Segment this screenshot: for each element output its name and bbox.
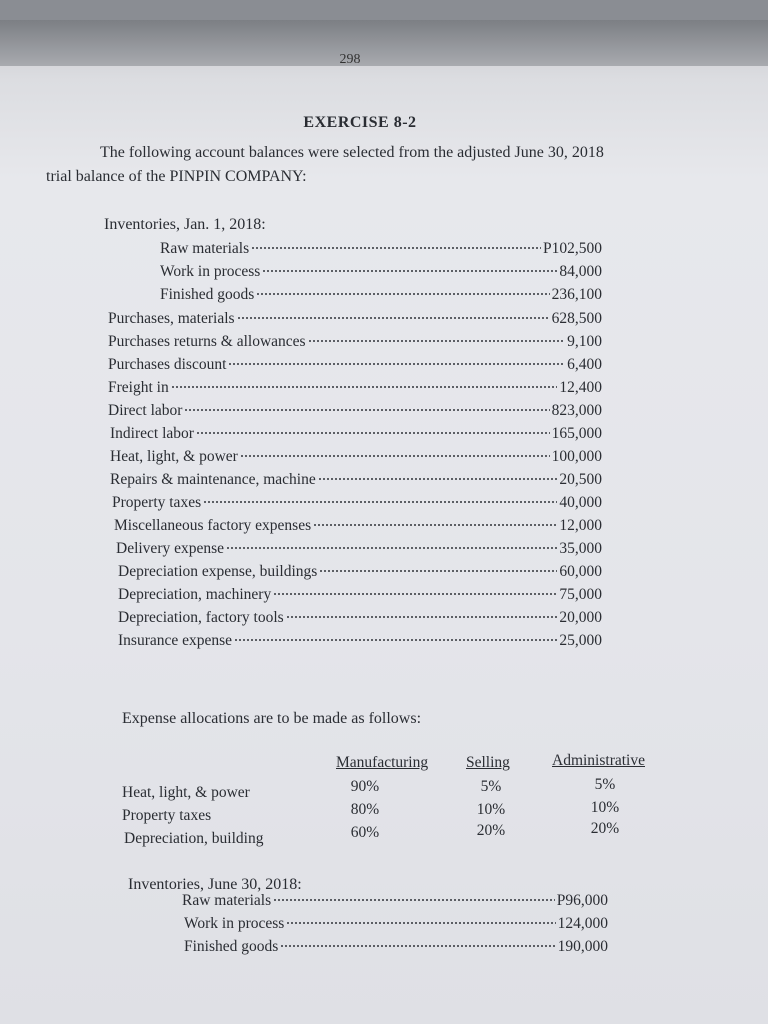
leader-dots [226,546,557,550]
row-value: 165,000 [551,425,602,442]
allocation-value: 20% [590,820,620,837]
inventory-begin-row [160,286,602,308]
leader-dots [203,500,557,504]
inventory-end-row [182,892,608,914]
inventory-begin-row [160,240,602,262]
leader-dots [256,292,549,296]
row-label: Direct labor [108,402,183,419]
leader-dots [273,592,557,596]
row-value: 25,000 [559,632,602,649]
row-value: 9,100 [567,333,602,350]
row-value: 190,000 [557,938,608,955]
row-label: Purchases discount [108,356,227,373]
row-label: Work in process [184,915,285,932]
textbook-page [0,20,768,1024]
leader-dots [234,638,557,642]
leader-dots [171,385,558,389]
row-value: 60,000 [559,563,602,580]
row-value: 6,400 [567,356,602,373]
account-row [108,333,602,355]
leader-dots [273,898,555,902]
column-header-selling: Selling [466,754,510,771]
row-label: Depreciation expense, buildings [118,563,318,580]
account-row [118,609,602,631]
row-label: Purchases, materials [108,310,235,327]
allocation-value: 5% [594,776,616,793]
row-value: 20,000 [559,609,602,626]
row-label: Finished goods [160,286,255,303]
inventories-begin-heading: Inventories, Jan. 1, 2018: [104,216,266,233]
account-row [112,494,602,516]
inventory-end-row [184,915,608,937]
row-label: Property taxes [112,494,202,511]
row-label: Depreciation, machinery [118,586,272,603]
row-label: Delivery expense [116,540,225,557]
row-value: 124,000 [557,915,608,932]
row-value: 12,000 [559,517,602,534]
account-row [108,310,602,332]
allocation-value: 5% [480,778,502,795]
row-value: 40,000 [559,494,602,511]
account-row [114,517,602,539]
row-label: Heat, light, & power [110,448,238,465]
leader-dots [240,454,550,458]
column-header-manufacturing: Manufacturing [336,754,429,771]
intro-line-2: trial balance of the PINPIN COMPANY: [46,168,307,185]
allocation-value: 60% [350,824,380,841]
row-label: Indirect labor [110,425,194,442]
inventory-end-row [184,938,608,960]
leader-dots [262,269,557,273]
row-value: 75,000 [559,586,602,603]
page-number: 298 [339,52,361,67]
row-label: Finished goods [184,938,279,955]
leader-dots [319,569,557,573]
row-label: Depreciation, factory tools [118,609,284,626]
row-value: 12,400 [559,379,602,396]
row-label: Raw materials [160,240,250,257]
account-row [108,356,602,378]
allocation-value: 90% [350,778,380,795]
row-value: 35,000 [559,540,602,557]
leader-dots [184,408,549,412]
inventories-end-heading: Inventories, June 30, 2018: [128,876,302,893]
row-value: P102,500 [543,240,602,257]
account-row [118,586,602,608]
allocation-row-label: Heat, light, & power [122,784,250,801]
allocation-value: 10% [590,799,620,816]
account-row [108,402,602,424]
row-label: Miscellaneous factory expenses [114,517,312,534]
account-row [110,425,602,447]
allocation-value: 80% [350,801,380,818]
allocation-heading: Expense allocations are to be made as follows: [122,710,422,727]
column-header-administrative: Administrative [552,752,645,769]
leader-dots [286,921,555,925]
row-value: 823,000 [551,402,602,419]
row-label: Repairs & maintenance, machine [110,471,316,488]
allocation-value: 20% [476,822,506,839]
leader-dots [308,339,566,343]
leader-dots [251,246,541,250]
leader-dots [313,523,557,527]
leader-dots [237,316,550,320]
row-value: 100,000 [551,448,602,465]
row-value: 236,100 [551,286,602,303]
row-label: Purchases returns & allowances [108,333,306,350]
row-value: 20,500 [559,471,602,488]
account-row [110,471,602,493]
inventory-begin-row [160,263,602,285]
intro-line-1: The following account balances were selected from the adjusted June 30, 2018 [100,144,604,161]
row-value: 84,000 [559,263,602,280]
account-row [108,379,602,401]
leader-dots [196,431,550,435]
account-row [118,563,602,585]
account-row [116,540,602,562]
row-label: Insurance expense [118,632,233,649]
leader-dots [280,944,555,948]
allocation-row-label: Property taxes [122,807,212,824]
row-label: Work in process [160,263,261,280]
allocation-row-label: Depreciation, building [124,830,264,847]
allocation-value: 10% [476,801,506,818]
leader-dots [318,477,558,481]
account-row [110,448,602,470]
row-value: P96,000 [556,892,608,909]
exercise-title: EXERCISE 8-2 [303,114,417,131]
row-label: Raw materials [182,892,272,909]
row-value: 628,500 [551,310,602,327]
leader-dots [286,615,558,619]
leader-dots [228,362,565,366]
account-row [118,632,602,654]
row-label: Freight in [108,379,169,396]
